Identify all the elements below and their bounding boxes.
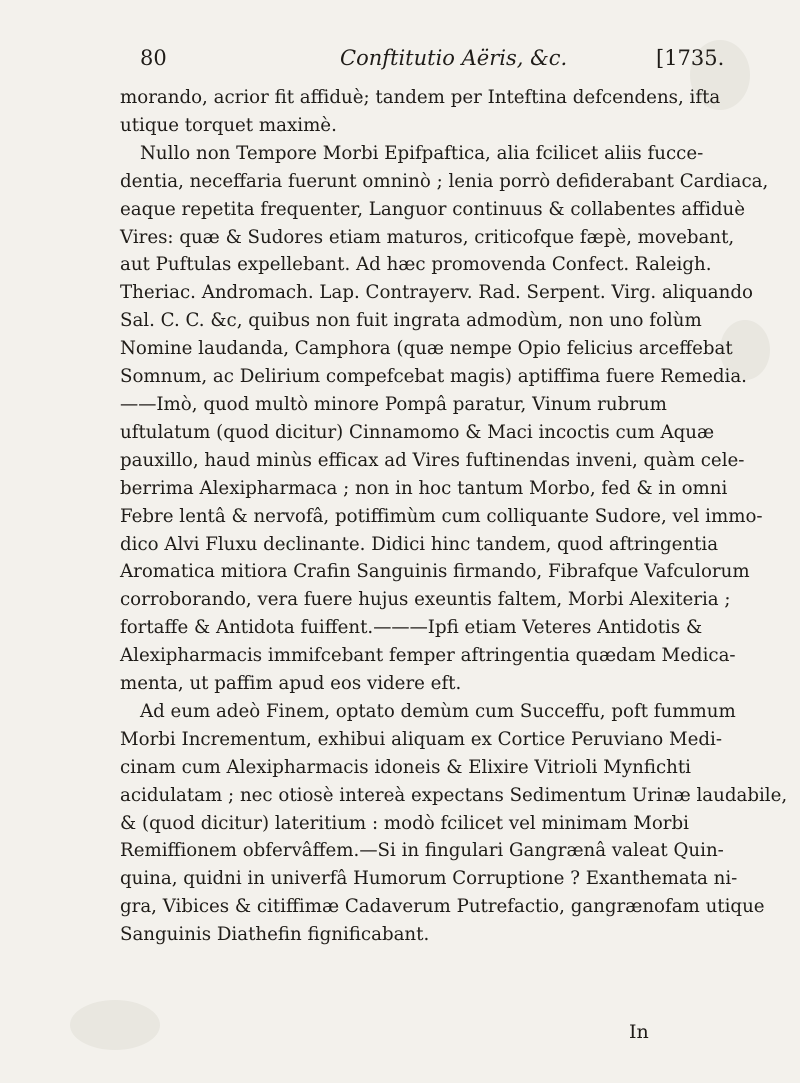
text-line: Febre lentâ & nervofâ, potiffimùm cum colliquante Sudore, vel immo- [120,505,763,527]
text-line: cinam cum Alexipharmacis idoneis & Elixire Vitrioli Mynfichti [120,756,691,778]
body-text [120,84,788,949]
text-line: Alexipharmacis immifcebant femper aftringentia quædam Medica- [120,645,736,667]
text-line: eaque repetita frequenter, Languor continuus & collabentes affiduè [120,198,746,220]
text-line: aut Puftulas expellebant. Ad hæc promovenda Confect. Raleigh. [120,254,712,276]
text-line: ——Imò, quod multò minore Pompâ paratur, Vinum rubrum [120,393,667,415]
text-line: uftulatum (quod dicitur) Cinnamomo & Maci incoctis cum Aquæ [120,421,715,443]
catchword: In [629,1021,649,1043]
paper-stain [70,1000,160,1050]
year-marker: [1735. [656,46,725,70]
text-line: Theriac. Andromach. Lap. Contrayerv. Rad. Serpent. Virg. aliquando [120,282,753,304]
text-line: utique torquet maximè. [120,114,337,136]
text-line: Sanguinis Diathefin fignificabant. [120,924,430,946]
text-line: corroborando, vera fuere hujus exeuntis faltem, Morbi Alexiteria ; [120,589,731,611]
page-header [0,28,800,68]
text-line: Ad eum adeò Finem, optato demùm cum Succeffu, poft fummum [140,700,736,722]
text-line: Aromatica mitiora Crafin Sanguinis firmando, Fibrafque Vafculorum [120,561,750,583]
text-line: & (quod dicitur) lateritium : modò fcilicet vel minimam Morbi [120,812,689,834]
page-number: 80 [140,46,167,70]
text-line: Somnum, ac Delirium compefcebat magis) aptiffima fuere Remedia. [120,366,747,388]
text-line: Vires: quæ & Sudores etiam maturos, criticofque fæpè, movebant, [120,226,735,248]
text-line: pauxillo, haud minùs efficax ad Vires fuftinendas inveni, quàm cele- [120,449,745,471]
text-line: Remiffionem obfervâffem.—Si in fingulari Gangrænâ valeat Quin- [120,840,724,862]
text-line: Morbi Incrementum, exhibui aliquam ex Cortice Peruviano Medi- [120,728,722,750]
text-line: Sal. C. C. &c, quibus non fuit ingrata admodùm, non uno folùm [120,310,702,332]
text-line: quina, quidni in univerfâ Humorum Corruptione ? Exanthemata ni- [120,868,738,890]
text-line: Nullo non Tempore Morbi Epifpaftica, alia fcilicet aliis fucce- [140,142,704,164]
text-line: dico Alvi Fluxu declinante. Didici hinc tandem, quod aftringentia [120,533,719,555]
text-line: dentia, neceffaria fuerunt omninò ; lenia porrò defiderabant Cardiaca, [120,170,769,192]
text-line: Nomine laudanda, Camphora (quæ nempe Opio felicius arceffebat [120,338,733,360]
running-title: Conftitutio Aëris, &c. [340,46,568,70]
text-line: berrima Alexipharmaca ; non in hoc tantum Morbo, fed & in omni [120,477,728,499]
text-line: acidulatam ; nec otiosè intereà expectans Sedimentum Urinæ laudabile, [120,784,788,806]
text-line: menta, ut paffim apud eos videre eft. [120,673,462,695]
text-line: morando, acrior fit affiduè; tandem per Inteftina defcendens, ifta [120,87,721,108]
text-line: fortaffe & Antidota fuiffent.———Ipfi etiam Veteres Antidotis & [120,617,703,639]
text-line: gra, Vibices & citiffimæ Cadaverum Putrefactio, gangrænofam utique [120,896,765,918]
